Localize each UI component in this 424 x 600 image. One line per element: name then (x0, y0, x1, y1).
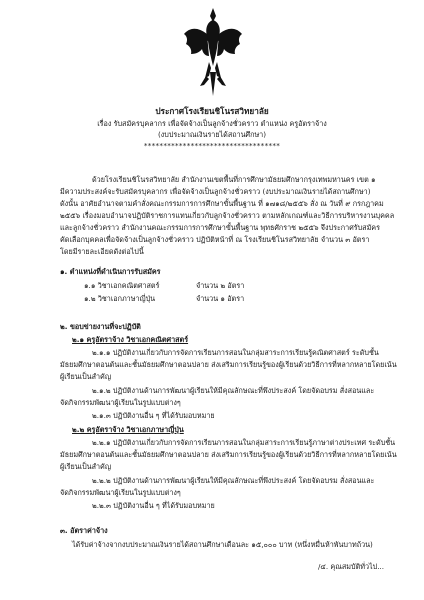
position-label: ๑.๒ วิชาเอกภาษาญี่ปุ่น (84, 294, 156, 303)
duty-line: จัดกิจกรรมพัฒนาผู้เรียนในรูปแบบต่างๆ (60, 488, 181, 497)
duty-line: มัธยมศึกษาตอนต้นและชั้นมัธยมศึกษาตอนปลาย ส่งเสริมการเรียนรู้ของผู้เรียนด้วยวิธีการที่หลากหลายโดยเน้น (60, 450, 397, 459)
separator-line: *********************************** (143, 141, 281, 150)
intro-line: ดังนั้น อาศัยอำนาจตามคำสั่งคณะกรรมการการศึกษาขั้นพื้นฐาน ที่ ๑๗๑๘/๒๕๕๖ สั่ง ณ วันที่ ๙ กรกฎาคม (60, 199, 384, 208)
intro-line: โดยมีรายละเอียดดังต่อไปนี้ (60, 247, 144, 256)
section-heading: ๓. อัตราค่าจ้าง (60, 526, 108, 535)
duty-line: ผู้เรียนเป็นสำคัญ (60, 462, 111, 471)
budget-note: (งบประมาณเงินรายได้สถานศึกษา) (157, 130, 267, 139)
position-label: ๑.๑ วิชาเอกคณิตศาสตร์ (84, 281, 160, 290)
duty-line: ๒.๑.๓ ปฏิบัติงานอื่น ๆ ที่ได้รับมอบหมาย (92, 411, 215, 420)
position-count: จำนวน ๑ อัตรา (196, 294, 245, 303)
duty-line: ๒.๒.๒ ปฏิบัติงานด้านการพัฒนาผู้เรียนให้มีคุณลักษณะที่พึงประสงค์ โดยจัดอบรม สั่งสอนและ (92, 476, 375, 485)
duty-line: จัดกิจกรรมพัฒนาผู้เรียนในรูปแบบต่างๆ (60, 398, 181, 407)
announcement-title: ประกาศโรงเรียนชิโนรสวิทยาลัย (155, 106, 269, 116)
wage-text: ได้รับค่าจ้างจากงบประมาณเงินรายได้สถานศึกษาเดือนละ ๑๕,๐๐๐ บาท (หนึ่งหมื่นห้าพันบาทถ้วน) (72, 540, 373, 549)
duty-line: ๒.๒.๑ ปฏิบัติงานเกี่ยวกับการจัดการเรียนการสอนในกลุ่มสาระการเรียนรู้ภาษาต่างประเทศ ระดับชั้น (92, 438, 396, 447)
intro-line: ด้วยโรงเรียนชิโนรสวิทยาลัย สำนักงานเขตพื้นที่การศึกษามัธยมศึกษากรุงเทพมหานคร เขต ๑ (92, 175, 376, 184)
duty-line: ๒.๑.๑ ปฏิบัติงานเกี่ยวกับการจัดการเรียนการสอนในกลุ่มสาระการเรียนรู้คณิตศาสตร์ ระดับชั้น (92, 348, 379, 357)
position-count: จำนวน ๒ อัตรา (196, 281, 245, 290)
garuda-emblem-icon (182, 6, 244, 98)
subsection-heading: ๒.๑ ครูอัตราจ้าง วิชาเอกคณิตศาสตร์ (72, 335, 189, 344)
announcement-subject: เรื่อง รับสมัครบุคลากร เพื่อจัดจ้างเป็นลูกจ้างชั่วคราว ตำแหน่ง ครูอัตราจ้าง (97, 119, 327, 128)
intro-line: และลูกจ้างชั่วคราว สำนักงานคณะกรรมการการศึกษาขั้นพื้นฐาน พุทธศักราช ๒๕๕๖ จึงประกาศรับสมัคร (60, 223, 380, 232)
intro-line: คัดเลือกบุคคลเพื่อจัดจ้างเป็นลูกจ้างชั่วคราว ปฏิบัติหน้าที่ ณ โรงเรียนชิโนรสวิทยาลัย จำนวน ๓ อัตรา (60, 235, 370, 244)
intro-line: ๒๕๕๖ เรื่องมอบอำนาจปฏิบัติราชการแทนเกี่ยวกับลูกจ้างชั่วคราว ตามหลักเกณฑ์และวิธีการบริหารงานบุคคล (60, 211, 395, 220)
section-heading: ๑. ตำแหน่งที่ดำเนินการรับสมัคร (60, 267, 161, 276)
duty-line: ผู้เรียนเป็นสำคัญ (60, 372, 111, 381)
intro-line: มีความประสงค์จะรับสมัครบุคลากร เพื่อจัดจ้างเป็นลูกจ้างชั่วคราว (งบประมาณเงินรายได้สถานศึกษา) (60, 187, 371, 196)
duty-line: ๒.๒.๓ ปฏิบัติงานอื่น ๆ ที่ได้รับมอบหมาย (92, 501, 215, 510)
subsection-heading: ๒.๒ ครูอัตราจ้าง วิชาเอกภาษาญี่ปุ่น (72, 425, 184, 434)
continued-marker: /๔. คุณสมบัติทั่วไป... (318, 562, 385, 571)
duty-line: มัธยมศึกษาตอนต้นและชั้นมัธยมศึกษาตอนปลาย ส่งเสริมการเรียนรู้ของผู้เรียนด้วยวิธีการที่หลากหลายโดยเน้น (60, 360, 397, 369)
duty-line: ๒.๑.๒ ปฏิบัติงานด้านการพัฒนาผู้เรียนให้มีคุณลักษณะที่พึงประสงค์ โดยจัดอบรม สั่งสอนและ (92, 386, 375, 395)
section-heading: ๒. ขอบข่ายงานที่จะปฏิบัติ (60, 322, 141, 331)
